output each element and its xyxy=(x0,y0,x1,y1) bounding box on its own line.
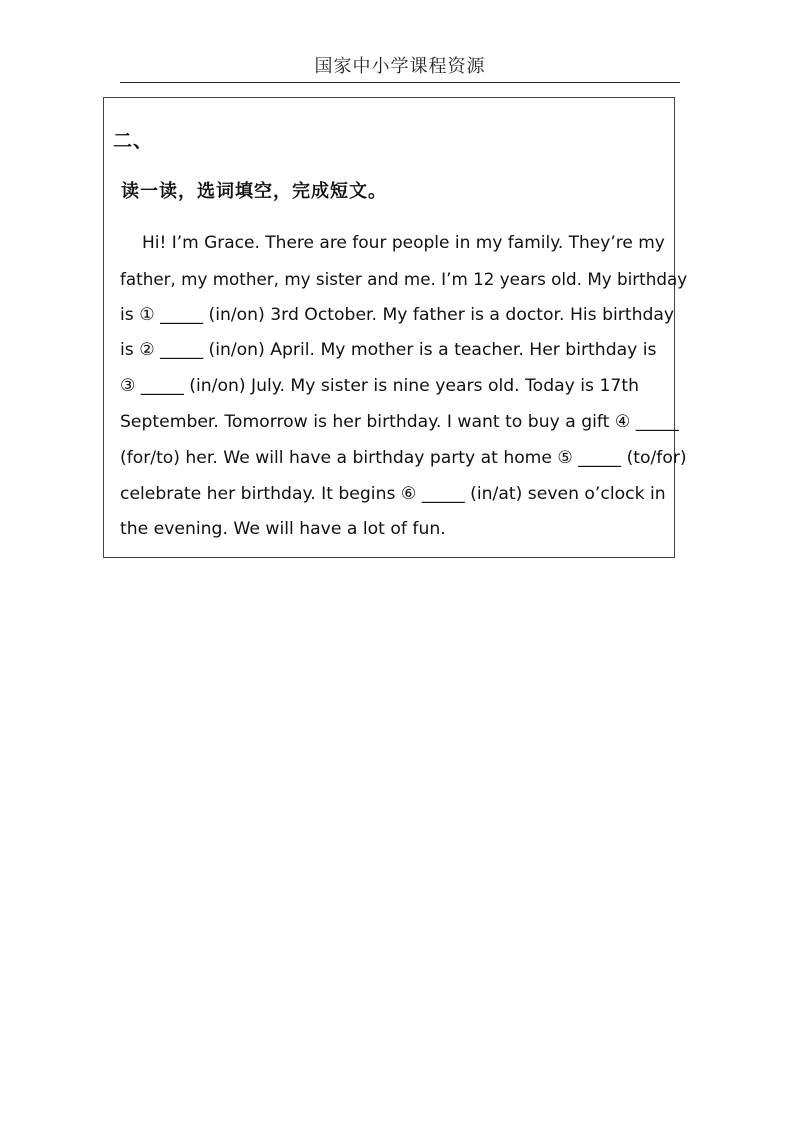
page-header-title: 国家中小学课程资源 xyxy=(314,56,486,77)
passage-line-6: September. Tomorrow is her birthday. I want to buy a gift ④ _____ xyxy=(120,411,679,432)
passage xyxy=(120,226,688,548)
exercise-box xyxy=(103,97,688,558)
passage-line-1: Hi! I’m Grace. There are four people in my family. They’re my xyxy=(142,233,665,253)
exercise-instruction: 读一读，选词填空，完成短文。 xyxy=(121,181,387,202)
passage-line-9: the evening. We will have a lot of fun. xyxy=(120,519,446,540)
section-number: 二、 xyxy=(113,130,154,152)
passage-line-7: (for/to) her. We will have a birthday party at home ⑤ _____ (to/for) xyxy=(120,447,687,468)
passage-line-5: ③ _____ (in/on) July. My sister is nine years old. Today is 17th xyxy=(120,376,639,397)
passage-line-2: father, my mother, my sister and me. I’m 12 years old. My birthday xyxy=(120,268,688,289)
header-rule xyxy=(120,82,680,83)
passage-line-4: is ② _____ (in/on) April. My mother is a teacher. Her birthday is xyxy=(120,340,657,361)
passage-line-3: is ① _____ (in/on) 3rd October. My father is a doctor. His birthday xyxy=(120,304,675,325)
passage-line-8: celebrate her birthday. It begins ⑥ _____ (in/at) seven o’clock in xyxy=(120,483,666,504)
